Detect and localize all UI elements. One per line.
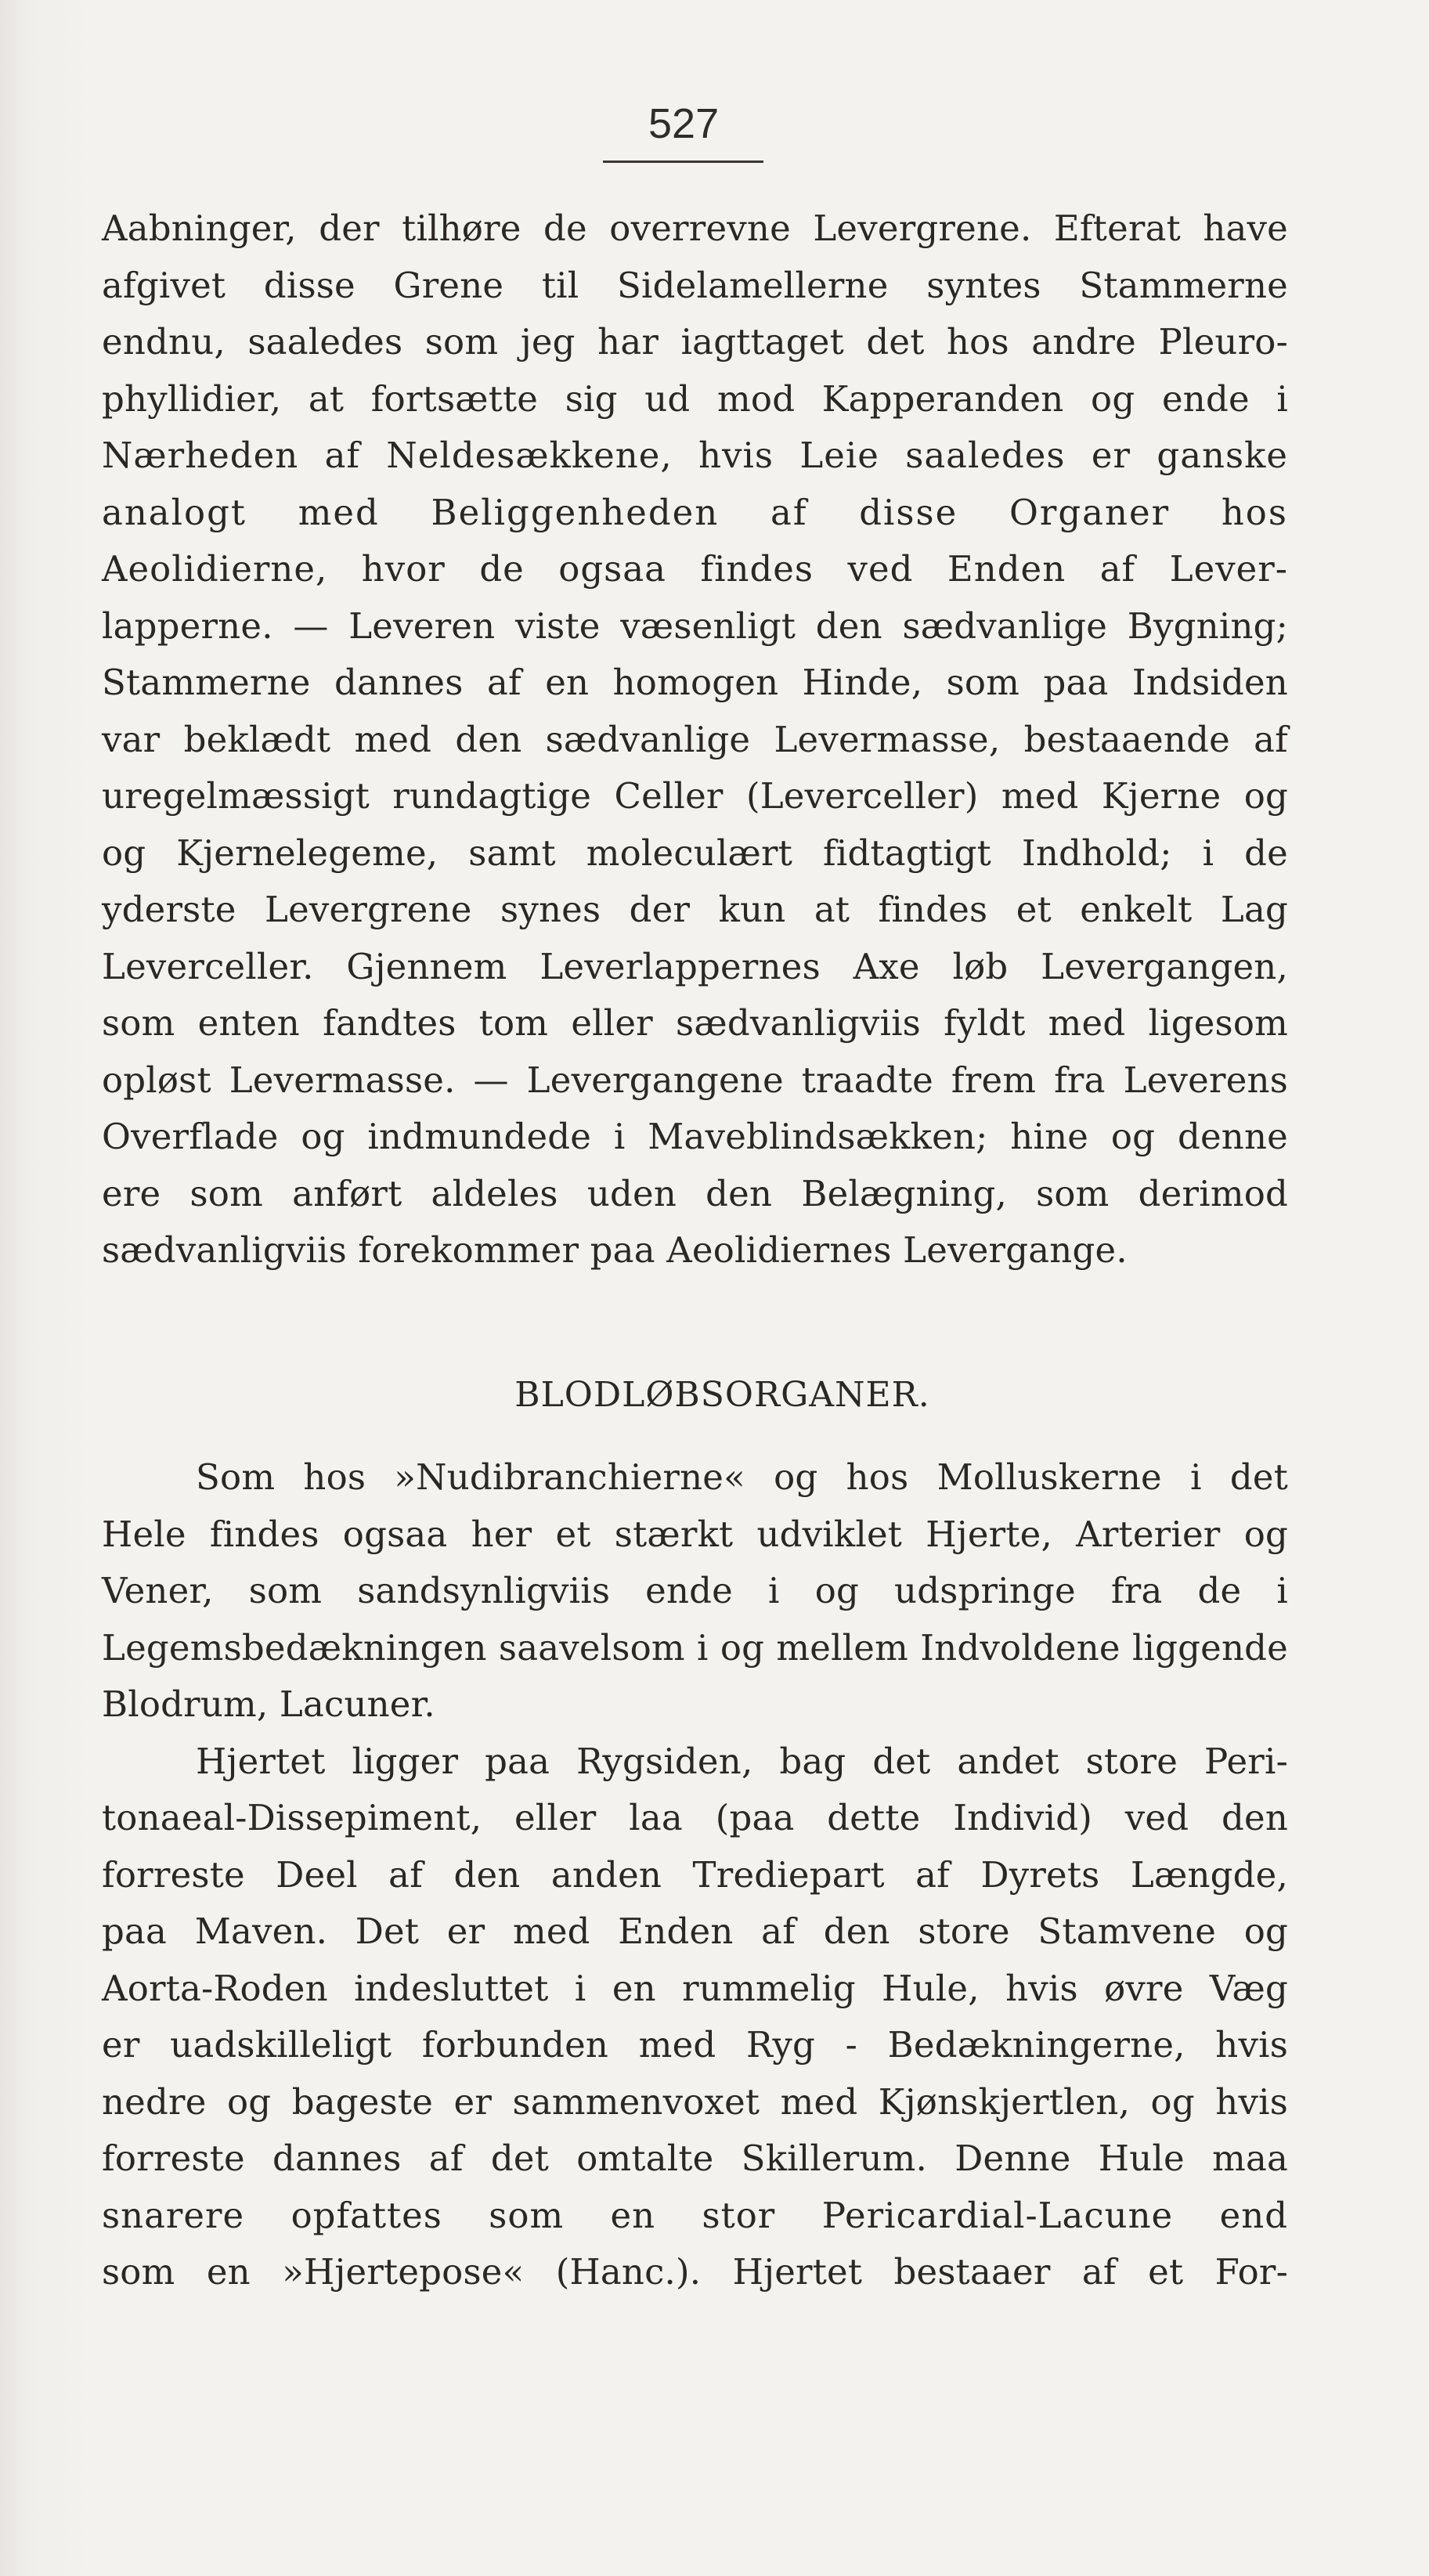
text-line: ere som anført aldeles uden den Belægning, som derimod (102, 1173, 1288, 1214)
page-number: 527 (648, 100, 720, 147)
text-line: phyllidier, at fortsætte sig ud mod Kapperanden og ende i (102, 378, 1288, 420)
text-line: Aeolidierne, hvor de ogsaa findes ved Enden af Lever- (102, 548, 1288, 590)
text-line: Aorta-Roden indesluttet i en rummelig Hule, hvis øvre Væg (102, 1968, 1288, 2009)
text-line: Hele findes ogsaa her et stærkt udviklet Hjerte, Arterier og (102, 1513, 1288, 1555)
page-number-rule (603, 161, 763, 163)
text-line: afgivet disse Grene til Sidelamellerne syntes Stammerne (102, 265, 1288, 306)
text-line: snarere opfattes som en stor Pericardial-Lacune end (102, 2195, 1288, 2236)
text-line: Hjertet ligger paa Rygsiden, bag det andet store Peri- (196, 1741, 1288, 1782)
text-line: analogt med Beliggenheden af disse Organer hos (102, 492, 1288, 533)
section-heading: BLODLØBSORGANER. (514, 1375, 930, 1415)
text-line: Aabninger, der tilhøre de overrevne Levergrene. Efterat have (102, 207, 1288, 249)
text-line: Vener, som sandsynligviis ende i og udspringe fra de i (102, 1570, 1288, 1611)
text-line: tonaeal-Dissepiment, eller laa (paa dette Individ) ved den (102, 1797, 1288, 1838)
text-line: som enten fandtes tom eller sædvanligviis fyldt med ligesom (102, 1002, 1288, 1044)
text-line: Nærheden af Neldesækkene, hvis Leie saaledes er ganske (102, 435, 1288, 476)
text-line: og Kjernelegeme, samt moleculært fidtagtigt Indhold; i de (102, 832, 1288, 874)
text-line: paa Maven. Det er med Enden af den store Stamvene og (102, 1910, 1288, 1952)
text-line: nedre og bageste er sammenvoxet med Kjønskjertlen, og hvis (102, 2081, 1288, 2123)
text-line: opløst Levermasse. — Levergangene traadte frem fra Leverens (102, 1059, 1288, 1101)
text-line: forreste dannes af det omtalte Skillerum. Denne Hule maa (102, 2138, 1288, 2179)
text-line: var beklædt med den sædvanlige Levermasse, bestaaende af (102, 719, 1288, 760)
text-line: lapperne. — Leveren viste væsenligt den sædvanlige Bygning; (102, 605, 1288, 647)
text-line: Som hos »Nudibranchierne« og hos Molluskerne i det (196, 1456, 1288, 1498)
text-line: Overflade og indmundede i Maveblindsækken; hine og denne (102, 1116, 1288, 1157)
text-line: som en »Hjertepose« (Hanc.). Hjertet bestaaer af et For- (102, 2251, 1288, 2293)
text-line: Legemsbedækningen saavelsom i og mellem Indvoldene liggende (102, 1627, 1288, 1669)
text-line: er uadskilleligt forbunden med Ryg - Bedækningerne, hvis (102, 2024, 1288, 2065)
text-line: forreste Deel af den anden Trediepart af Dyrets Længde, (102, 1854, 1288, 1896)
text-line: Leverceller. Gjennem Leverlappernes Axe løb Levergangen, (102, 946, 1288, 987)
text-line: sædvanligviis forekommer paa Aeolidiernes Levergange. (102, 1229, 1128, 1271)
text-line: Stammerne dannes af en homogen Hinde, som paa Indsiden (102, 662, 1288, 703)
text-line: endnu, saaledes som jeg har iagttaget det hos andre Pleuro- (102, 321, 1288, 363)
text-line: yderste Levergrene synes der kun at findes et enkelt Lag (102, 889, 1288, 930)
text-line: uregelmæssigt rundagtige Celler (Leverceller) med Kjerne og (102, 775, 1288, 817)
text-line: Blodrum, Lacuner. (102, 1683, 435, 1725)
